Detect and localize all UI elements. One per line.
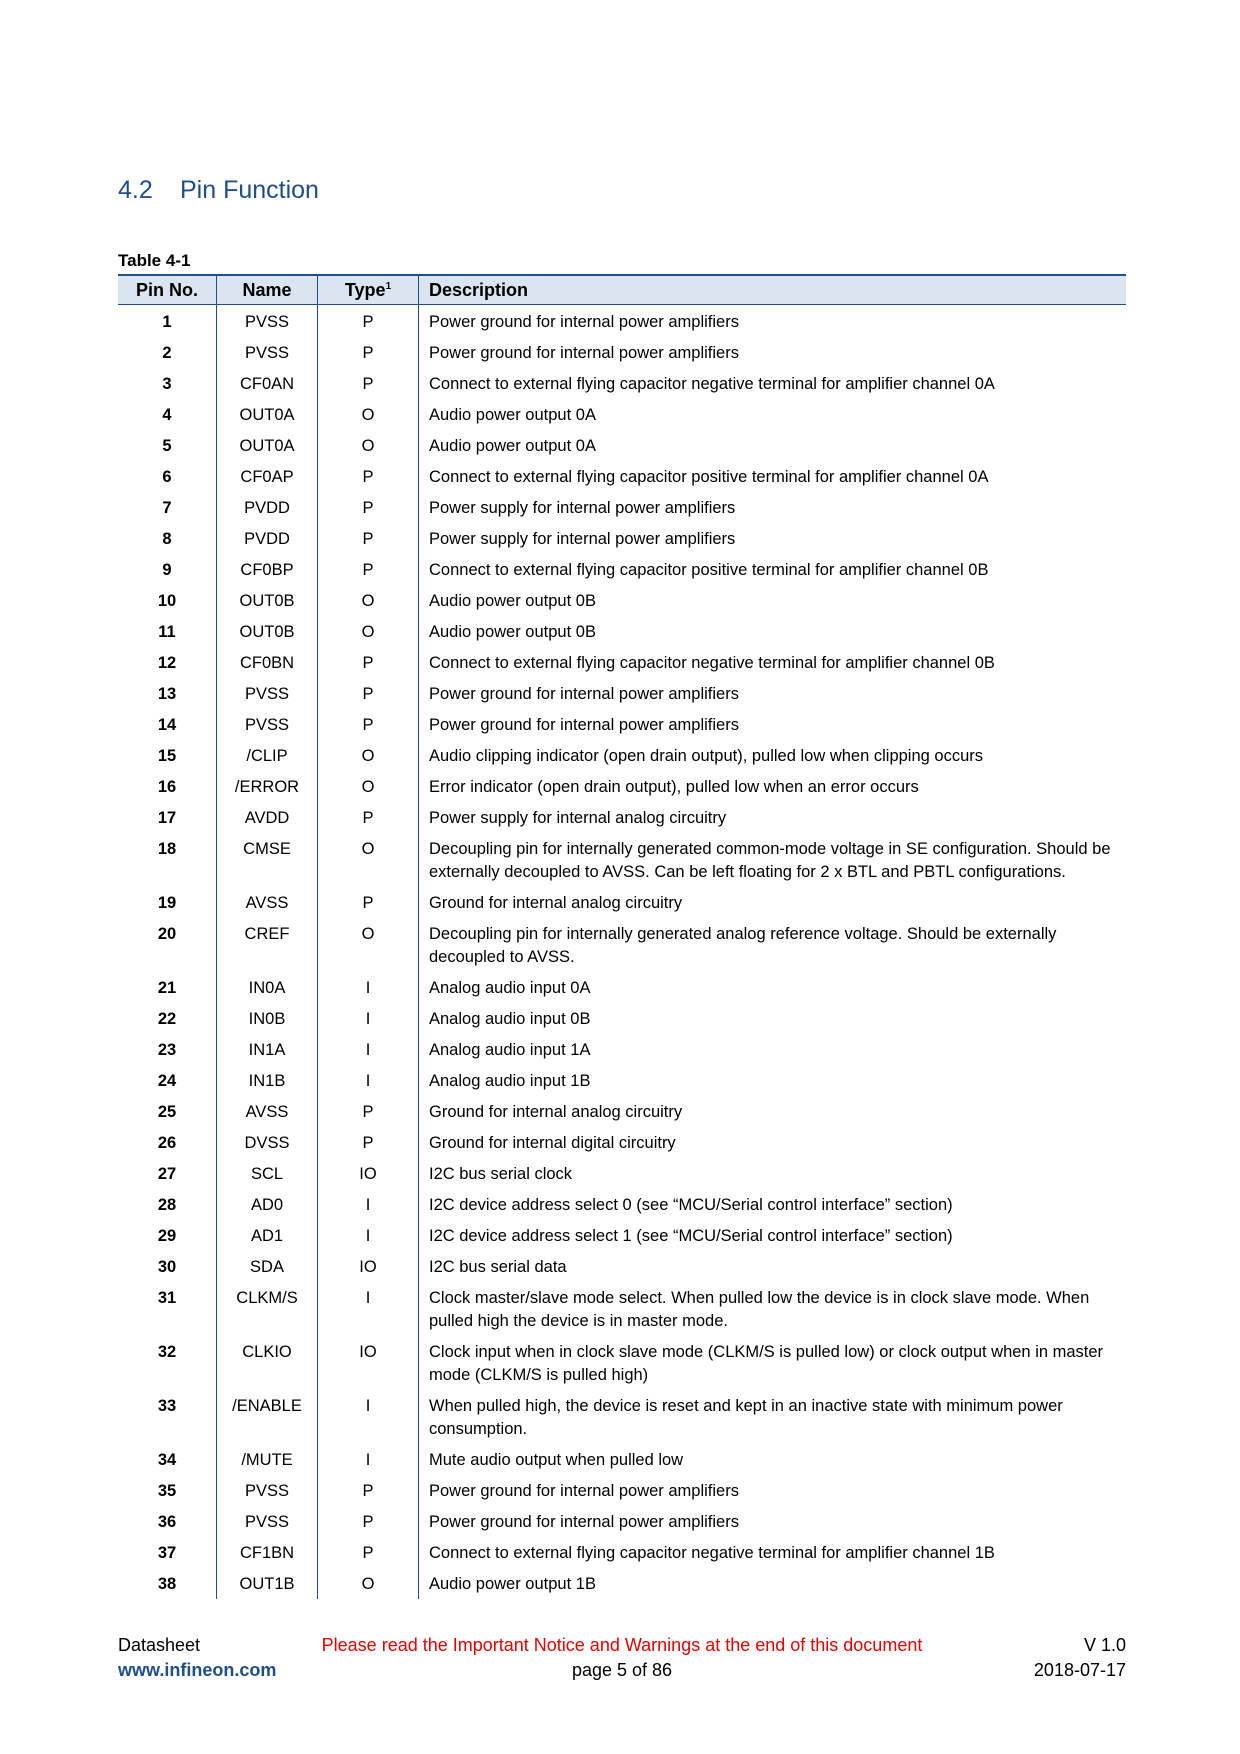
cell-pin-name: DVSS xyxy=(217,1127,318,1158)
cell-description: Audio power output 0B xyxy=(419,616,1127,647)
footer-website-link[interactable]: www.infineon.com xyxy=(118,1660,277,1680)
cell-pin-no: 22 xyxy=(157,1010,177,1028)
cell-pin-no: 30 xyxy=(157,1258,177,1276)
table-row xyxy=(118,337,1126,368)
table-row xyxy=(118,833,1126,887)
cell-pin-type: O xyxy=(318,740,419,771)
cell-pin-name: PVSS xyxy=(217,1475,318,1506)
footer-date: 2018-07-17 xyxy=(1033,1660,1126,1680)
cell-description: Power ground for internal power amplifiers xyxy=(419,678,1127,709)
cell-description: Decoupling pin for internally generated common-mode voltage in SE configuration. Should be externally decoupled to AVSS. Can be left floating for 2 x BTL and PBTL configurations. xyxy=(419,833,1127,887)
table-row xyxy=(118,1336,1126,1390)
cell-pin-name: PVSS xyxy=(217,1506,318,1537)
cell-description: Ground for internal analog circuitry xyxy=(419,887,1127,918)
cell-pin-no: 10 xyxy=(157,592,177,610)
cell-pin-no: 29 xyxy=(157,1227,177,1245)
table-row xyxy=(118,1127,1126,1158)
cell-pin-type: I xyxy=(318,1003,419,1034)
cell-pin-name: OUT0B xyxy=(217,585,318,616)
cell-pin-no: 33 xyxy=(157,1397,177,1415)
cell-pin-no: 3 xyxy=(162,375,172,393)
cell-pin-name: IN1A xyxy=(217,1034,318,1065)
footer-doc-type: Datasheet xyxy=(118,1635,201,1655)
cell-description: Power supply for internal power amplifiers xyxy=(419,492,1127,523)
table-row xyxy=(118,647,1126,678)
table-row xyxy=(118,1220,1126,1251)
table-row xyxy=(118,1537,1126,1568)
cell-pin-type: I xyxy=(318,1034,419,1065)
cell-pin-no: 20 xyxy=(157,925,177,943)
header-type xyxy=(318,275,419,305)
cell-description: Decoupling pin for internally generated analog reference voltage. Should be externally decoupled to AVSS. xyxy=(419,918,1127,972)
cell-pin-name: PVSS xyxy=(217,709,318,740)
table-row xyxy=(118,918,1126,972)
cell-pin-no: 7 xyxy=(162,499,172,517)
table-row xyxy=(118,461,1126,492)
cell-pin-no: 21 xyxy=(157,979,177,997)
cell-pin-name: IN0A xyxy=(217,972,318,1003)
cell-pin-type: P xyxy=(318,305,419,338)
cell-pin-name: OUT1B xyxy=(217,1568,318,1599)
table-header-row xyxy=(118,275,1126,305)
cell-pin-no: 31 xyxy=(157,1289,177,1307)
cell-description: Power ground for internal power amplifiers xyxy=(419,1506,1127,1537)
cell-pin-type: P xyxy=(318,1475,419,1506)
cell-pin-no: 25 xyxy=(157,1103,177,1121)
cell-pin-name: OUT0A xyxy=(217,399,318,430)
footer-version: V 1.0 xyxy=(1083,1635,1126,1655)
cell-pin-no: 13 xyxy=(157,685,177,703)
cell-description: Connect to external flying capacitor positive terminal for amplifier channel 0B xyxy=(419,554,1127,585)
table-row xyxy=(118,1003,1126,1034)
cell-pin-type: P xyxy=(318,461,419,492)
cell-pin-no: 36 xyxy=(157,1513,177,1531)
table-row xyxy=(118,305,1126,338)
cell-description: Audio power output 0A xyxy=(419,399,1127,430)
table-row xyxy=(118,709,1126,740)
table-row xyxy=(118,368,1126,399)
table-row xyxy=(118,1158,1126,1189)
cell-pin-type: I xyxy=(318,972,419,1003)
cell-pin-type: I xyxy=(318,1220,419,1251)
cell-pin-name: CMSE xyxy=(217,833,318,887)
cell-pin-name: PVSS xyxy=(217,305,318,338)
cell-pin-type: P xyxy=(318,802,419,833)
cell-pin-type: IO xyxy=(318,1158,419,1189)
cell-description: Mute audio output when pulled low xyxy=(419,1444,1127,1475)
cell-pin-no: 14 xyxy=(157,716,177,734)
cell-pin-name: AD1 xyxy=(217,1220,318,1251)
cell-pin-name: AVSS xyxy=(217,887,318,918)
cell-description: Power ground for internal power amplifiers xyxy=(419,305,1127,338)
cell-description: Power ground for internal power amplifiers xyxy=(419,1475,1127,1506)
table-row xyxy=(118,1065,1126,1096)
cell-pin-type: I xyxy=(318,1065,419,1096)
cell-description: Analog audio input 1B xyxy=(419,1065,1127,1096)
cell-pin-type: IO xyxy=(318,1336,419,1390)
table-row xyxy=(118,430,1126,461)
cell-pin-no: 35 xyxy=(157,1482,177,1500)
cell-pin-name: CLKIO xyxy=(217,1336,318,1390)
cell-pin-type: O xyxy=(318,1568,419,1599)
cell-pin-name: /ENABLE xyxy=(217,1390,318,1444)
cell-pin-no: 15 xyxy=(157,747,177,765)
cell-pin-name: AVSS xyxy=(217,1096,318,1127)
cell-description: Error indicator (open drain output), pulled low when an error occurs xyxy=(419,771,1127,802)
cell-pin-name: IN0B xyxy=(217,1003,318,1034)
cell-pin-type: O xyxy=(318,833,419,887)
cell-pin-name: CF0AN xyxy=(217,368,318,399)
cell-pin-no: 37 xyxy=(157,1544,177,1562)
cell-pin-type: P xyxy=(318,678,419,709)
cell-pin-no: 4 xyxy=(162,406,172,424)
footer-notice: Please read the Important Notice and Warnings at the end of this document xyxy=(321,1635,923,1655)
table-row xyxy=(118,554,1126,585)
header-description: Description xyxy=(419,275,1127,305)
cell-description: Clock input when in clock slave mode (CLKM/S is pulled low) or clock output when in master mode (CLKM/S is pulled high) xyxy=(419,1336,1127,1390)
cell-pin-name: SDA xyxy=(217,1251,318,1282)
cell-description: Audio power output 0A xyxy=(419,430,1127,461)
cell-pin-type: I xyxy=(318,1189,419,1220)
footer-page-number: page 5 of 86 xyxy=(571,1660,673,1680)
cell-description: Ground for internal analog circuitry xyxy=(419,1096,1127,1127)
cell-description: Connect to external flying capacitor negative terminal for amplifier channel 0B xyxy=(419,647,1127,678)
cell-description: Connect to external flying capacitor negative terminal for amplifier channel 1B xyxy=(419,1537,1127,1568)
cell-pin-type: O xyxy=(318,771,419,802)
header-type-footnote: 1 xyxy=(385,280,392,292)
cell-description: I2C bus serial data xyxy=(419,1251,1127,1282)
cell-pin-no: 34 xyxy=(157,1451,177,1469)
table-row xyxy=(118,802,1126,833)
section-heading xyxy=(118,176,319,205)
cell-pin-type: P xyxy=(318,368,419,399)
table-row xyxy=(118,1444,1126,1475)
cell-pin-type: P xyxy=(318,337,419,368)
cell-pin-no: 24 xyxy=(157,1072,177,1090)
cell-pin-no: 18 xyxy=(157,840,177,858)
cell-pin-name: /MUTE xyxy=(217,1444,318,1475)
table-row xyxy=(118,1390,1126,1444)
cell-pin-name: /CLIP xyxy=(217,740,318,771)
cell-pin-name: SCL xyxy=(217,1158,318,1189)
cell-pin-type: I xyxy=(318,1444,419,1475)
table-row xyxy=(118,399,1126,430)
table-row xyxy=(118,1251,1126,1282)
cell-pin-type: O xyxy=(318,585,419,616)
table-row xyxy=(118,523,1126,554)
cell-pin-type: P xyxy=(318,1506,419,1537)
cell-description: Power ground for internal power amplifiers xyxy=(419,337,1127,368)
cell-pin-name: CF1BN xyxy=(217,1537,318,1568)
cell-pin-name: CF0BN xyxy=(217,647,318,678)
cell-pin-name: AD0 xyxy=(217,1189,318,1220)
cell-pin-name: /ERROR xyxy=(217,771,318,802)
table-row xyxy=(118,585,1126,616)
cell-pin-name: CF0BP xyxy=(217,554,318,585)
cell-pin-no: 8 xyxy=(162,530,172,548)
pin-function-table xyxy=(118,274,1126,1599)
table-row xyxy=(118,492,1126,523)
table-row xyxy=(118,771,1126,802)
cell-pin-no: 23 xyxy=(157,1041,177,1059)
cell-description: Connect to external flying capacitor positive terminal for amplifier channel 0A xyxy=(419,461,1127,492)
cell-pin-type: P xyxy=(318,1127,419,1158)
cell-pin-no: 11 xyxy=(158,623,176,641)
table-row xyxy=(118,1568,1126,1599)
cell-pin-no: 6 xyxy=(162,468,172,486)
section-title: Pin Function xyxy=(180,176,319,204)
cell-pin-no: 32 xyxy=(157,1343,177,1361)
table-row xyxy=(118,1506,1126,1537)
cell-pin-no: 1 xyxy=(162,313,172,331)
cell-pin-type: I xyxy=(318,1282,419,1336)
cell-description: Clock master/slave mode select. When pulled low the device is in clock slave mode. When pulled high the device is in master mode. xyxy=(419,1282,1127,1336)
cell-pin-no: 27 xyxy=(157,1165,177,1183)
cell-pin-no: 28 xyxy=(157,1196,177,1214)
cell-pin-name: AVDD xyxy=(217,802,318,833)
header-type-label: Type xyxy=(344,279,386,300)
cell-pin-no: 12 xyxy=(157,654,177,672)
cell-pin-no: 16 xyxy=(157,778,177,796)
header-pin-no: Pin No. xyxy=(118,275,217,305)
cell-pin-name: OUT0A xyxy=(217,430,318,461)
cell-pin-name: CF0AP xyxy=(217,461,318,492)
cell-pin-no: 38 xyxy=(157,1575,177,1593)
table-row xyxy=(118,1189,1126,1220)
cell-description: Power supply for internal analog circuitry xyxy=(419,802,1127,833)
table-caption: Table 4-1 xyxy=(118,251,191,270)
cell-pin-type: P xyxy=(318,1096,419,1127)
cell-pin-no: 5 xyxy=(162,437,172,455)
cell-pin-name: PVSS xyxy=(217,678,318,709)
cell-description: Audio power output 1B xyxy=(419,1568,1127,1599)
table-row xyxy=(118,678,1126,709)
cell-pin-name: OUT0B xyxy=(217,616,318,647)
table-row xyxy=(118,972,1126,1003)
cell-pin-type: P xyxy=(318,709,419,740)
cell-pin-no: 17 xyxy=(157,809,177,827)
cell-pin-type: P xyxy=(318,554,419,585)
cell-pin-type: O xyxy=(318,918,419,972)
cell-pin-name: CLKM/S xyxy=(217,1282,318,1336)
cell-pin-no: 26 xyxy=(157,1134,177,1152)
cell-pin-type: P xyxy=(318,887,419,918)
cell-pin-type: IO xyxy=(318,1251,419,1282)
cell-description: Ground for internal digital circuitry xyxy=(419,1127,1127,1158)
cell-description: When pulled high, the device is reset and kept in an inactive state with minimum power consumption. xyxy=(419,1390,1127,1444)
table-row xyxy=(118,740,1126,771)
cell-pin-no: 19 xyxy=(157,894,177,912)
table-row xyxy=(118,1475,1126,1506)
cell-pin-type: P xyxy=(318,523,419,554)
table-row xyxy=(118,1096,1126,1127)
cell-description: Analog audio input 0B xyxy=(419,1003,1127,1034)
table-row xyxy=(118,616,1126,647)
table-row xyxy=(118,887,1126,918)
cell-pin-name: PVDD xyxy=(217,492,318,523)
table-row xyxy=(118,1282,1126,1336)
cell-pin-name: IN1B xyxy=(217,1065,318,1096)
cell-pin-no: 2 xyxy=(162,344,172,362)
cell-description: Analog audio input 1A xyxy=(419,1034,1127,1065)
table-row xyxy=(118,1034,1126,1065)
cell-description: Power supply for internal power amplifiers xyxy=(419,523,1127,554)
cell-pin-type: O xyxy=(318,616,419,647)
cell-pin-type: P xyxy=(318,1537,419,1568)
cell-pin-name: PVDD xyxy=(217,523,318,554)
cell-description: Audio power output 0B xyxy=(419,585,1127,616)
cell-pin-type: P xyxy=(318,492,419,523)
cell-pin-no: 9 xyxy=(162,561,172,579)
cell-pin-name: CREF xyxy=(217,918,318,972)
cell-description: Audio clipping indicator (open drain output), pulled low when clipping occurs xyxy=(419,740,1127,771)
cell-pin-name: PVSS xyxy=(217,337,318,368)
cell-description: I2C device address select 0 (see “MCU/Serial control interface” section) xyxy=(419,1189,1127,1220)
cell-pin-type: P xyxy=(318,647,419,678)
cell-description: Analog audio input 0A xyxy=(419,972,1127,1003)
header-name: Name xyxy=(217,275,318,305)
cell-description: Power ground for internal power amplifiers xyxy=(419,709,1127,740)
section-number: 4.2 xyxy=(118,176,153,204)
cell-pin-type: O xyxy=(318,399,419,430)
cell-description: I2C bus serial clock xyxy=(419,1158,1127,1189)
cell-description: I2C device address select 1 (see “MCU/Serial control interface” section) xyxy=(419,1220,1127,1251)
cell-description: Connect to external flying capacitor negative terminal for amplifier channel 0A xyxy=(419,368,1127,399)
cell-pin-type: I xyxy=(318,1390,419,1444)
cell-pin-type: O xyxy=(318,430,419,461)
